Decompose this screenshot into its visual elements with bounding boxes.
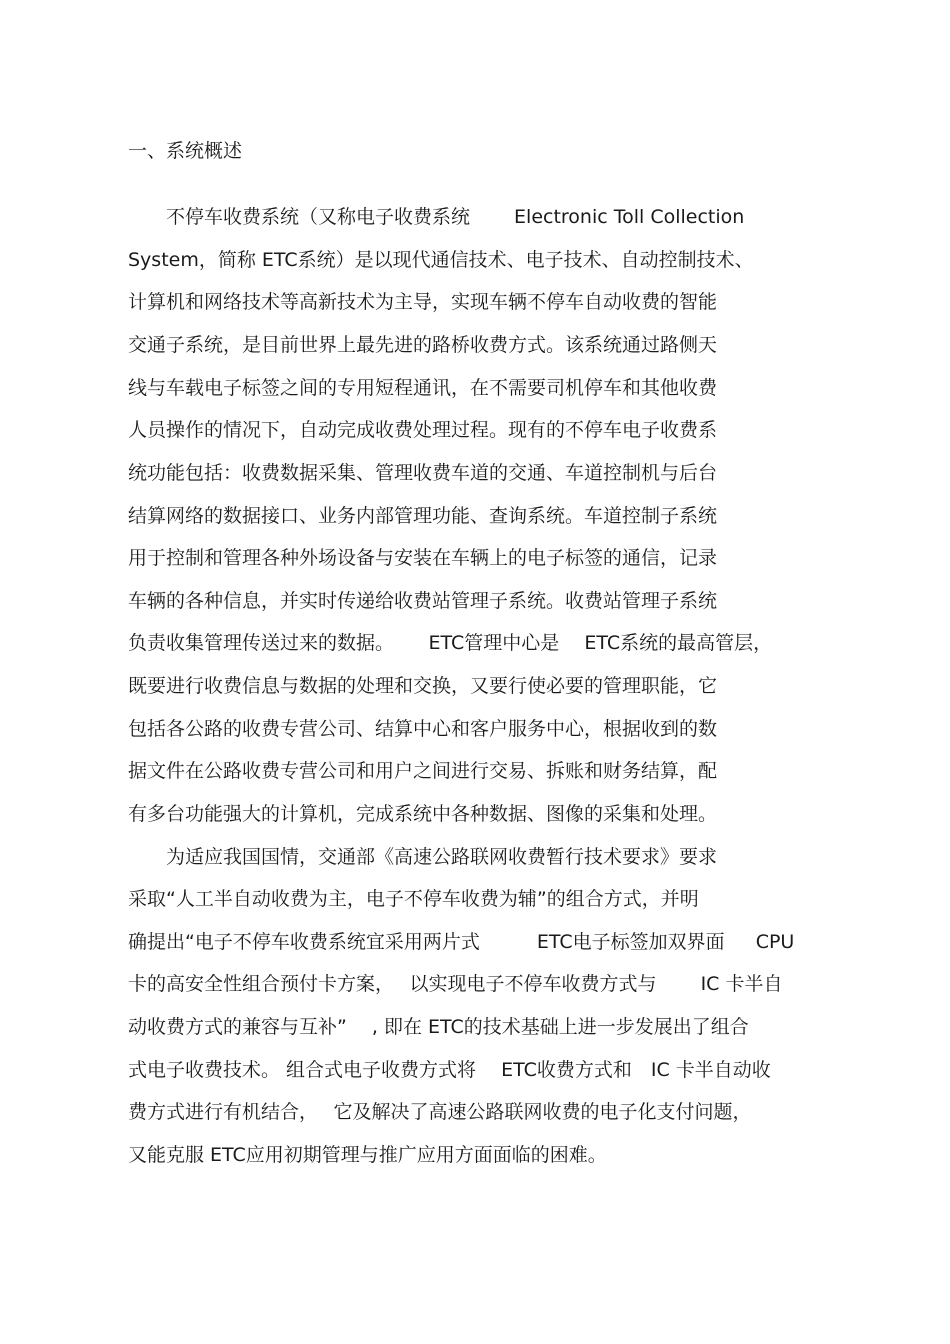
text-line: 据文件在公路收费专营公司和用户之间进行交易、拆账和财务结算，配 — [128, 760, 718, 782]
text-line: 卡的高安全性组合预付卡方案， 以实现电子不停车收费方式与 IC 卡半自 — [128, 973, 783, 995]
text-line: 计算机和网络技术等高新技术为主导，实现车辆不停车自动收费的智能 — [128, 291, 718, 313]
text-line: 不停车收费系统（又称电子收费系统 Electronic Toll Collection — [128, 206, 745, 228]
text-line: System，简称 ETC系统）是以现代通信技术、电子技术、自动控制技术、 — [128, 249, 754, 271]
text-line: 负责收集管理传送过来的数据。 ETC管理中心是 ETC系统的最高管层， — [128, 632, 773, 654]
text-line: 费方式进行有机结合， 它及解决了高速公路联网收费的电子化支付问题， — [128, 1101, 752, 1123]
text-line: 确提出“电子不停车收费系统宜采用两片式 ETC电子标签加双界面 CPU — [128, 931, 795, 953]
section-heading: 一、系统概述 — [128, 140, 243, 162]
text-line: 线与车载电子标签之间的专用短程通讯，在不需要司机停车和其他收费 — [128, 377, 718, 399]
text-line: 动收费方式的兼容与互补” , 即在 ETC的技术基础上进一步发展出了组合 — [128, 1016, 749, 1038]
text-line: 有多台功能强大的计算机，完成系统中各种数据、图像的采集和处理。 — [128, 803, 718, 825]
text-line: 车辆的各种信息，并实时传递给收费站管理子系统。收费站管理子系统 — [128, 590, 718, 612]
text-line: 结算网络的数据接口、业务内部管理功能、查询系统。车道控制子系统 — [128, 505, 718, 527]
text-line: 既要进行收费信息与数据的处理和交换，又要行使必要的管理职能，它 — [128, 675, 718, 697]
text-line: 为适应我国国情，交通部《高速公路联网收费暂行技术要求》要求 — [128, 846, 718, 868]
text-line: 式电子收费技术。 组合式电子收费方式将 ETC收费方式和 IC 卡半自动收 — [128, 1059, 771, 1081]
text-line: 交通子系统，是目前世界上最先进的路桥收费方式。该系统通过路侧天 — [128, 334, 718, 356]
text-line: 统功能包括：收费数据采集、管理收费车道的交通、车道控制机与后台 — [128, 462, 718, 484]
text-line: 又能克服 ETC应用初期管理与推广应用方面面临的困难。 — [128, 1144, 607, 1166]
text-line: 采取“人工半自动收费为主，电子不停车收费为辅”的组合方式，并明 — [128, 888, 699, 910]
text-line: 人员操作的情况下，自动完成收费处理过程。现有的不停车电子收费系 — [128, 419, 718, 441]
text-line: 用于控制和管理各种外场设备与安装在车辆上的电子标签的通信，记录 — [128, 547, 718, 569]
text-line: 包括各公路的收费专营公司、结算中心和客户服务中心，根据收到的数 — [128, 718, 718, 740]
